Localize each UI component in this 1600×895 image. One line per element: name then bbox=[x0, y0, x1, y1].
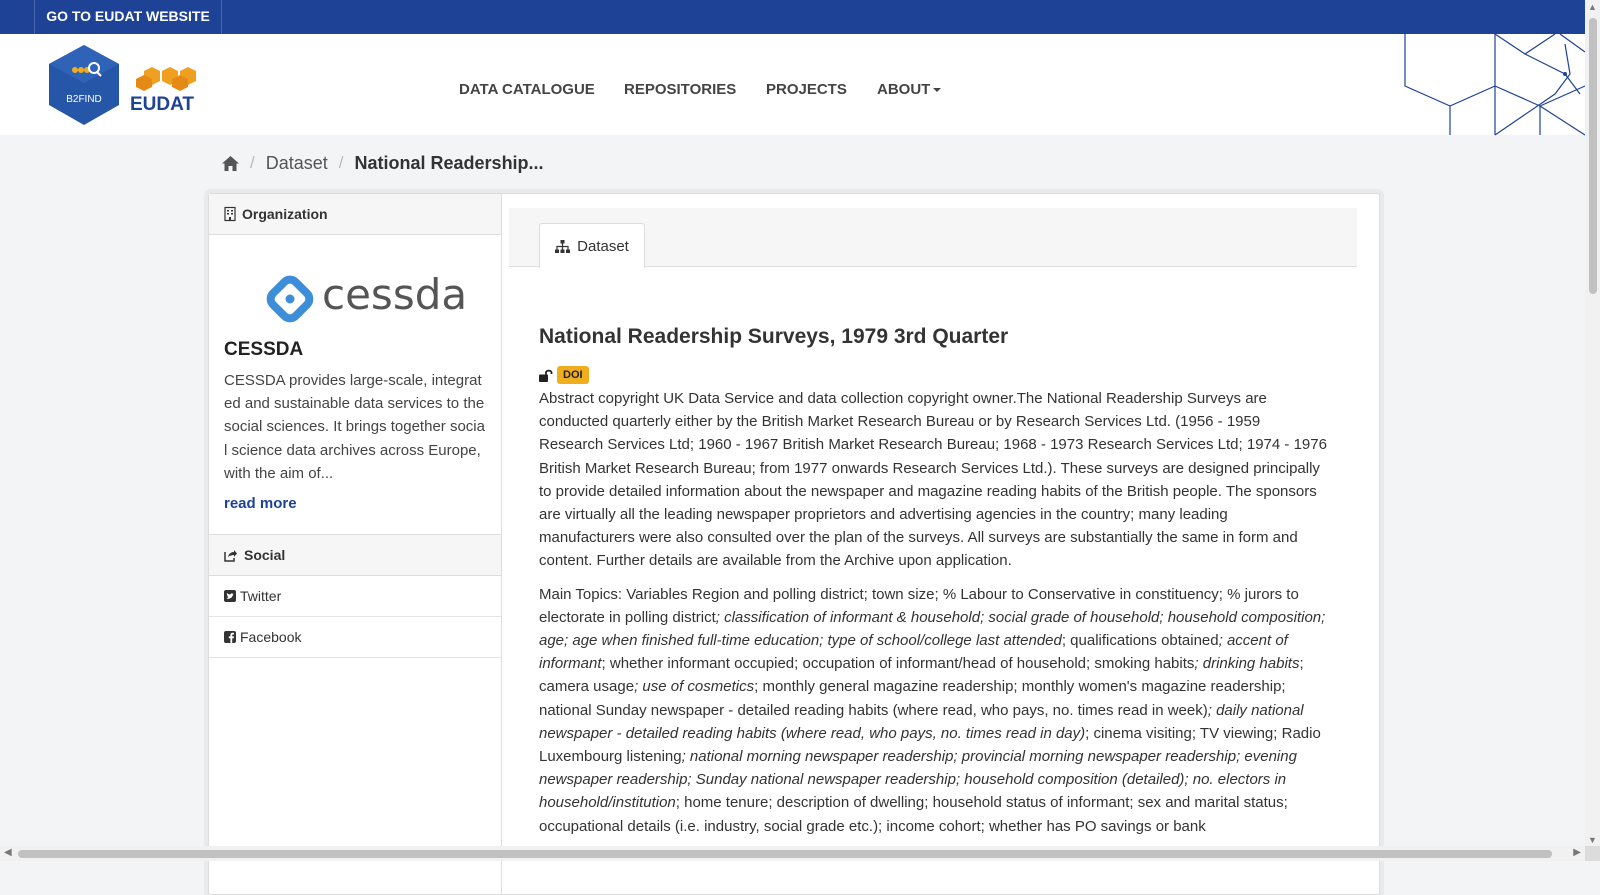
unlock-icon bbox=[539, 369, 553, 382]
scroll-right-arrow-icon[interactable]: ▶ bbox=[1573, 847, 1581, 858]
access-badges bbox=[539, 365, 1327, 385]
dataset-content bbox=[509, 267, 1357, 838]
breadcrumb-separator: / bbox=[250, 153, 255, 172]
topic-segment: ; camera usage bbox=[539, 655, 1304, 696]
nav-about-label: ABOUT bbox=[877, 81, 931, 98]
nav-projects[interactable]: PROJECTS bbox=[766, 81, 847, 98]
tabs-bar bbox=[509, 208, 1357, 267]
hexagon-decoration-icon bbox=[1395, 34, 1585, 135]
doi-badge[interactable]: DOI bbox=[557, 366, 589, 384]
topic-segment: ; classification of informant & household; social grade of household; household composition; age; age when finished full-time education; type of school/college last attended bbox=[539, 608, 1326, 650]
caret-down-icon bbox=[933, 88, 941, 92]
main-content bbox=[509, 208, 1357, 848]
nav-data-catalogue[interactable]: DATA CATALOGUE bbox=[459, 81, 595, 98]
go-to-eudat-website-link[interactable]: GO TO EUDAT WEBSITE bbox=[34, 0, 222, 34]
organization-description: CESSDA provides large-scale, integrated and sustainable data services to the social sciences. It brings together social science data archives across Europe, with the aim of... bbox=[224, 372, 485, 482]
scroll-down-arrow-icon[interactable]: ▼ bbox=[1588, 835, 1597, 845]
topic-segment: ; accent of informant bbox=[539, 632, 1288, 673]
organization-name: CESSDA bbox=[224, 339, 304, 360]
topic-segment: Main Topics: Variables Region and polling district; town size; % Labour to Conservative in constituency; % jurors to electorate in polling district bbox=[539, 585, 1299, 626]
sidebar bbox=[209, 194, 502, 894]
tab-dataset[interactable] bbox=[539, 223, 645, 268]
twitter-share-link[interactable] bbox=[209, 576, 501, 617]
tab-dataset-label: Dataset bbox=[577, 237, 629, 255]
dataset-abstract: Abstract copyright UK Data Service and data collection copyright owner.The National Readership Surveys are conducted quarterly either by the British Market Research Bureau or by Research Services Ltd. (1956 - 1959 Research Services Ltd; 1960 - 1967 British Market Research Bureau; 1968 - 1973 Research Services Ltd; 1974 - 1976 British Market Research Bureau; from 1977 onwards Research Services Ltd.). These surveys are designed principally to provide detailed information about the newspaper and magazine reading habits of the British people. The sponsors are virtually all the leading newspaper proprietors and advertising agencies in the country; many leading manufacturers were also consulted over the plan of the surveys. All surveys are substantially the same in form and content. Further details are available from the Archive upon application. bbox=[539, 390, 1327, 570]
dataset-main-topics bbox=[539, 583, 1327, 838]
topic-segment: ; whether informant occupied; occupation of informant/head of household; smoking habits bbox=[601, 655, 1195, 673]
top-bar bbox=[0, 0, 1585, 34]
organization-heading-label: Organization bbox=[242, 206, 328, 222]
scroll-up-arrow-icon[interactable]: ▲ bbox=[1588, 2, 1597, 12]
organization-heading bbox=[209, 194, 501, 235]
home-icon[interactable] bbox=[222, 156, 239, 171]
svg-text:B2FIND: B2FIND bbox=[66, 94, 102, 105]
social-heading bbox=[209, 534, 501, 576]
svg-text:cessda: cessda bbox=[322, 270, 468, 319]
share-icon bbox=[224, 549, 238, 562]
horizontal-scroll-thumb[interactable] bbox=[18, 850, 1552, 858]
topic-segment: ; home tenure; description of dwelling; household status of informant; sex and marital status; occupational details (i.e. industry, social grade etc.); income cohort; whether has PO savings or bank bbox=[539, 794, 1288, 835]
topic-segment: ; daily national newspaper - detailed reading habits (where read, who pays, no. times read in day) bbox=[539, 701, 1304, 742]
social-heading-label: Social bbox=[244, 547, 286, 564]
main-navbar bbox=[0, 34, 1585, 135]
facebook-icon bbox=[224, 631, 236, 643]
building-icon bbox=[224, 207, 236, 221]
topic-segment: ; national morning newspaper readership; provincial morning newspaper readership; evening newspaper readership; Sunday national newspaper readership; household composition (detailed); no. electors in household/institution bbox=[539, 748, 1297, 812]
breadcrumb-separator: / bbox=[338, 153, 344, 172]
topic-segment: ; qualifications obtained bbox=[1061, 632, 1219, 650]
topic-segment: ; use of cosmetics bbox=[634, 678, 755, 696]
facebook-label: Facebook bbox=[240, 629, 302, 646]
b2find-eudat-logo[interactable] bbox=[48, 43, 208, 132]
svg-text:EUDAT: EUDAT bbox=[130, 94, 195, 115]
twitter-icon bbox=[224, 590, 236, 602]
sitemap-icon bbox=[555, 240, 570, 253]
topic-segment: ; cinema visiting; TV viewing; Radio Luxembourg listening bbox=[539, 724, 1321, 766]
dataset-title: National Readership Surveys, 1979 3rd Quarter bbox=[539, 325, 1009, 348]
page-wrapper bbox=[208, 193, 1380, 895]
breadcrumb-dataset[interactable]: Dataset bbox=[265, 152, 328, 173]
facebook-share-link[interactable] bbox=[209, 617, 501, 658]
b2find-logo-icon bbox=[48, 43, 208, 127]
nav-repositories[interactable]: REPOSITORIES bbox=[624, 81, 737, 98]
cessda-logo[interactable] bbox=[264, 270, 468, 325]
read-more-link[interactable]: read more bbox=[224, 495, 297, 513]
scroll-left-arrow-icon[interactable]: ◀ bbox=[4, 847, 12, 858]
twitter-label: Twitter bbox=[240, 588, 282, 605]
topic-segment: ; monthly general magazine readership; monthly women's magazine readership; national Sunday newspaper - detailed reading habits (where read, who pays, no. times read in week) bbox=[539, 678, 1286, 719]
breadcrumb-current[interactable]: National Readership... bbox=[354, 152, 544, 173]
nav-about-dropdown[interactable] bbox=[877, 81, 941, 98]
organization-body bbox=[209, 235, 501, 534]
breadcrumb bbox=[222, 151, 544, 175]
topic-segment: ; drinking habits bbox=[1194, 655, 1300, 673]
vertical-scroll-thumb[interactable] bbox=[1589, 18, 1597, 294]
horizontal-scrollbar[interactable] bbox=[0, 846, 1585, 861]
scrollbar-corner bbox=[1585, 846, 1600, 861]
vertical-scrollbar[interactable] bbox=[1585, 0, 1600, 861]
